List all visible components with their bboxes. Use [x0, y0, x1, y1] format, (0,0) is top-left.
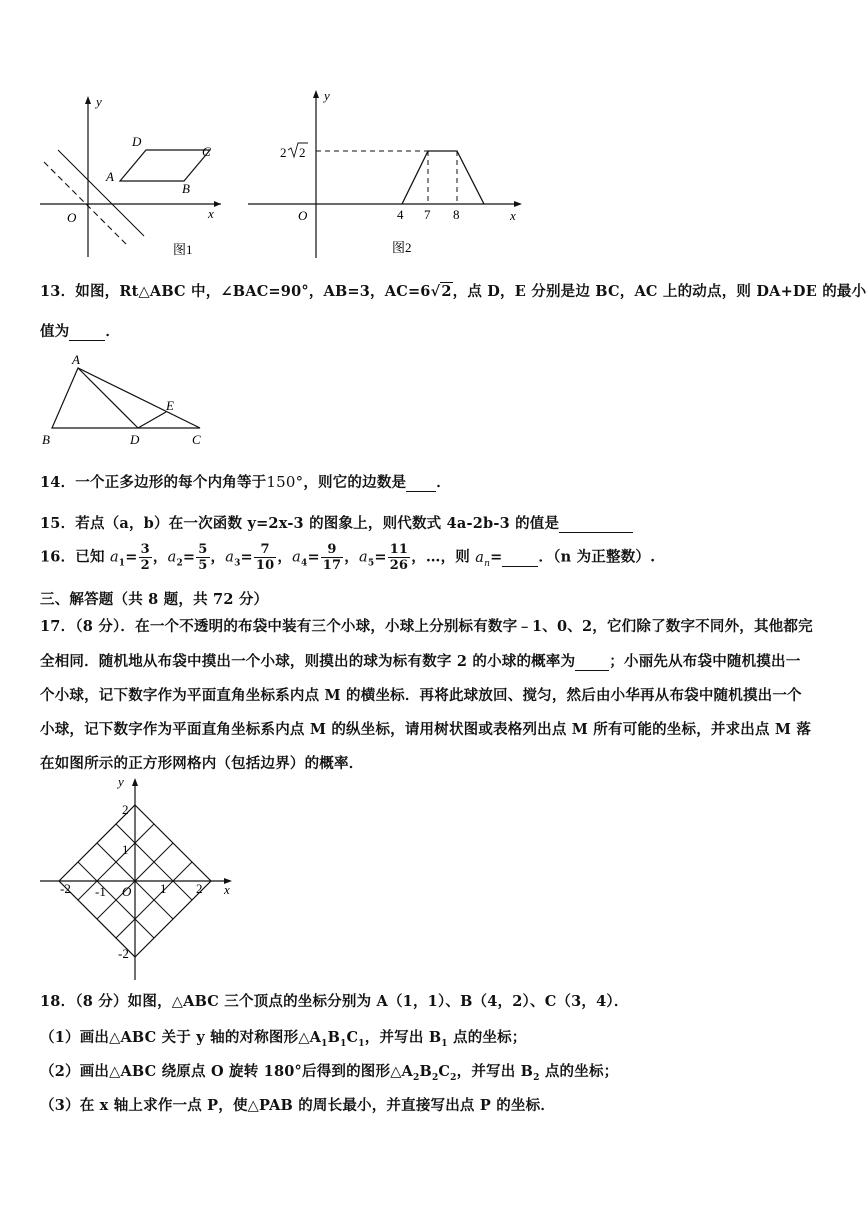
fig2-tick-8: 8: [453, 207, 460, 222]
fig2-y-mark: 2: [280, 145, 287, 160]
q14-angle: 150°: [266, 473, 304, 491]
q17-grid-figure: [38, 770, 238, 982]
fig1-axis-y: y: [96, 94, 102, 109]
q13-label-C: C: [192, 432, 201, 447]
fig2-tick-4: 4: [397, 207, 404, 222]
q17-grid-origin: O: [122, 884, 132, 899]
q17-grid-x: x: [224, 882, 230, 897]
q15-answer-blank: [559, 515, 633, 533]
q16-line: 16．已知 $a_1=$ $\frac{3}{2}$ ，$a_2=$ $\frac{5}{5}$ ，$a_3=$ $\frac{7}{10}$ ，$a_4=$ $\frac{9}{17}$ ，$a_5=$ $\frac{11}{26}$ ，…，则 $a_n=$ ．（n 为正整数）.: [40, 542, 656, 573]
q17-grid-ym2: -2: [118, 946, 129, 961]
figure-2: [244, 86, 528, 262]
q17-grid-x1: 1: [160, 881, 167, 896]
q16-answer-blank: [502, 549, 538, 567]
q18-line-1: 18．（8 分）如图，△ABC 三个顶点的坐标分别为 A（1，1）、B（4，2）、C（3，4）．: [40, 993, 629, 1010]
q17-line-1: 17．（8 分）．在一个不透明的布袋中装有三个小球，小球上分别标有数字﹣1、0、2，它们除了数字不同外，其他都完: [40, 618, 813, 635]
fig2-tick-7: 7: [424, 207, 431, 222]
q17-grid-p2: 2: [122, 802, 129, 817]
q17-line-3: 个小球，记下数字作为平面直角坐标系内点 M 的横坐标．再将此球放回、搅匀，然后由小华再从布袋中随机摸出一个: [40, 687, 802, 704]
q14-line: 14．一个正多边形的每个内角等于150°，则它的边数是 ．: [40, 473, 451, 491]
q16-frac-a2: $\frac{5}{5}$: [198, 542, 208, 573]
q15-line: 15．若点（a，b）在一次函数 y=2x-3 的图象上，则代数式 4a-2b-3 的值是: [40, 512, 633, 533]
q18-part-3: （3）在 x 轴上求作一点 P，使△PAB 的周长最小，并直接写出点 P 的坐标．: [40, 1097, 556, 1114]
q13-line-1: [40, 280, 866, 301]
q16-frac-a5: $\frac{11}{26}$: [389, 542, 409, 573]
q17-answer-blank: [575, 653, 609, 671]
q13-answer-blank: [69, 323, 105, 341]
fig1-point-B: B: [182, 181, 190, 196]
q17-grid-m2: -2: [60, 881, 71, 896]
q13-text-a: 13．如图，Rt△ABC 中，∠BAC=90°，AB=3，AC=6: [40, 283, 431, 300]
fig1-point-A: A: [106, 169, 114, 184]
fig2-origin: O: [298, 208, 308, 223]
q17-grid-x2: 2: [196, 881, 203, 896]
fig2-axis-y: y: [324, 88, 330, 103]
q16-frac-a4: $\frac{9}{17}$: [322, 542, 342, 573]
q13-label-A: A: [72, 352, 80, 367]
q17-grid-y: y: [118, 774, 124, 789]
q16-frac-a1: $\frac{3}{2}$: [140, 542, 150, 573]
fig2-y-mark-radicand: 2: [299, 145, 306, 160]
q13-line-2: 值为 ．: [40, 323, 121, 340]
fig1-origin: O: [67, 210, 77, 225]
q13-label-D: D: [130, 432, 140, 447]
fig1-point-D: D: [132, 134, 142, 149]
q13-figure: [38, 350, 218, 450]
fig1-caption: 图1: [173, 242, 193, 257]
q17-line-2: 全相同．随机地从布袋中摸出一个小球，则摸出的球为标有数字 2 的小球的概率为 ；小丽先从布袋中随机摸出一: [40, 653, 801, 670]
q16-frac-a3: $\frac{7}{10}$: [255, 542, 275, 573]
q17-line-4: 小球，记下数字作为平面直角坐标系内点 M 的纵坐标，请用树状图或表格列出点 M 所有可能的坐标，并求出点 M 落: [40, 721, 812, 738]
figure-1: [36, 92, 226, 262]
fig2-axis-x: x: [510, 208, 516, 223]
q13-label-B: B: [42, 432, 50, 447]
q17-grid-m1: -1: [95, 884, 106, 899]
section-3-title: 三、解答题（共 8 题，共 72 分）: [40, 591, 269, 608]
q13-sqrt: √2: [430, 283, 452, 300]
q14-answer-blank: [406, 474, 436, 492]
q18-part-1: （1）画出△ABC 关于 y 轴的对称图形$\triangle A_1B_1C_1$，并写出 $B_1$ 点的坐标；: [40, 1029, 527, 1049]
fig1-point-C: C: [202, 144, 211, 159]
fig2-caption: 图2: [392, 240, 412, 255]
q18-part-2: （2）画出△ABC 绕原点 O 旋转 180°后得到的图形$\triangle A_2B_2C_2$，并写出 $B_2$ 点的坐标；: [40, 1063, 619, 1083]
q17-grid-p1: 1: [122, 842, 129, 857]
q13-text-b: ，点 D，E 分别是边 BC，AC 上的动点，则 DA+DE 的最小: [452, 283, 867, 300]
q17-line-5: 在如图所示的正方形网格内（包括边界）的概率．: [40, 755, 364, 772]
fig1-axis-x: x: [208, 206, 214, 221]
q13-label-E: E: [166, 398, 174, 413]
